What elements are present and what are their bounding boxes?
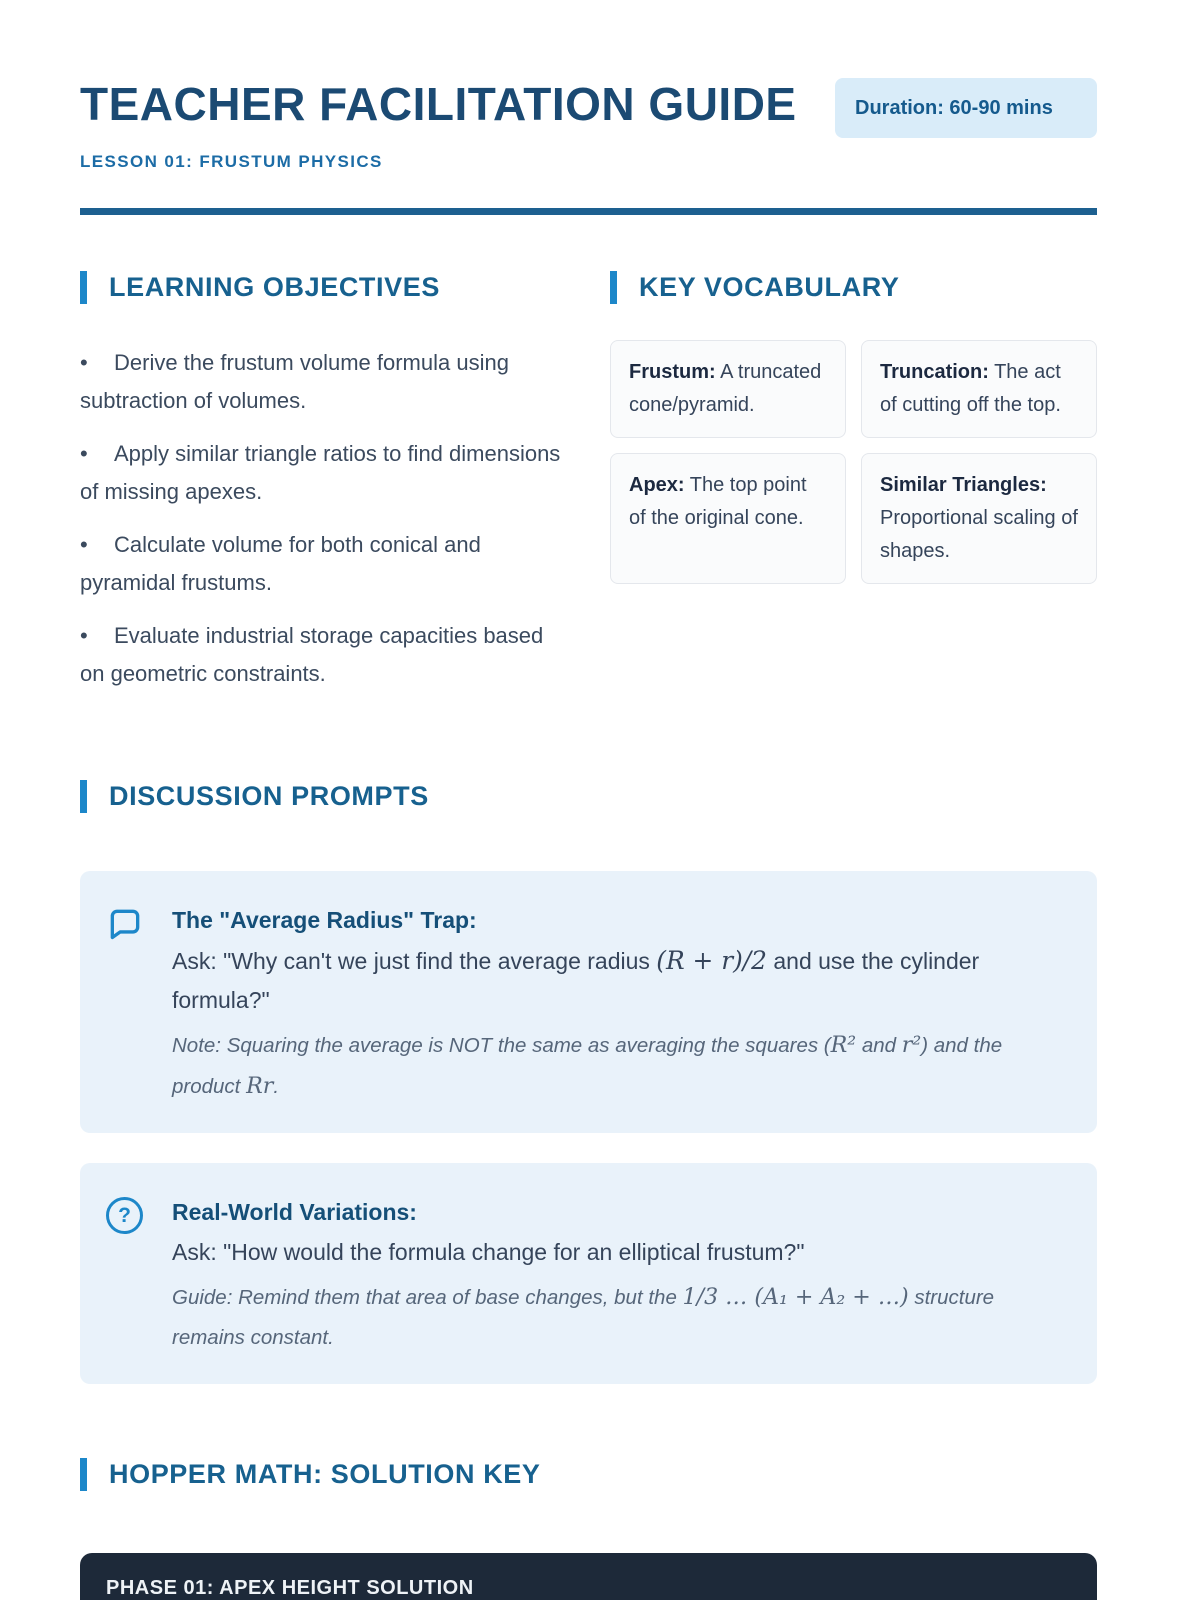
page-title: TEACHER FACILITATION GUIDE [80, 78, 797, 130]
heading-accent-bar [80, 1458, 87, 1491]
objective-text: Evaluate industrial storage capacities based on geometric constraints. [80, 623, 544, 686]
math-expression: 1/3 … (A₁ + A₂ + …) [682, 1284, 909, 1310]
vocab-card [610, 340, 846, 438]
prompt-callout-real-world [80, 1163, 1097, 1384]
vocab-definition: The top point of the original cone. [629, 474, 807, 529]
vocab-term: Similar Triangles: [880, 474, 1047, 496]
phase-title: PHASE 01: APEX HEIGHT SOLUTION [106, 1577, 474, 1599]
vocab-grid [610, 340, 1097, 584]
learning-objectives-column [80, 271, 565, 708]
bullet-icon: • [80, 532, 88, 557]
list-item [80, 435, 565, 511]
vocab-term: Apex: [629, 474, 685, 496]
vocab-card [861, 340, 1097, 438]
prompt-content [172, 1193, 1057, 1358]
math-expression: Rr [246, 1073, 274, 1099]
objectives-vocab-section [80, 271, 1097, 708]
prompt-note: Note: Squaring the average is NOT the same as averaging the squares (R² and r²) and the product Rr. [172, 1032, 1003, 1099]
icon-column [106, 1193, 148, 1358]
lesson-subtitle: LESSON 01: FRUSTUM PHYSICS [80, 152, 383, 171]
icon-column [106, 901, 148, 1107]
bullet-icon: • [80, 623, 88, 648]
objective-text: Derive the frustum volume formula using subtraction of volumes. [80, 350, 509, 413]
heading-accent-bar [80, 780, 87, 813]
vocab-definition: A truncated cone/pyramid. [629, 361, 822, 416]
objective-text: Apply similar triangle ratios to find dimensions of missing apexes. [80, 441, 561, 504]
prompt-guide: Guide: Remind them that area of base changes, but the 1/3 … (A₁ + A₂ + …) structure remains constant. [172, 1284, 995, 1349]
discussion-prompts-heading: DISCUSSION PROMPTS [80, 780, 1097, 813]
objective-text: Calculate volume for both conical and pyramidal frustums. [80, 532, 481, 595]
prompt-title: The "Average Radius" Trap: [172, 907, 477, 933]
vocab-definition: The act of cutting off the top. [880, 361, 1061, 416]
math-expression: r² [901, 1032, 922, 1058]
key-vocabulary-column [610, 271, 1097, 708]
math-expression: (R + r)/2 [656, 946, 767, 975]
learning-objectives-heading: LEARNING OBJECTIVES [80, 271, 565, 304]
prompt-callout-average-radius [80, 871, 1097, 1133]
vocab-card [861, 453, 1097, 584]
math-expression: R² [830, 1032, 857, 1058]
prompt-title: Real-World Variations: [172, 1199, 417, 1225]
solution-key-heading: HOPPER MATH: SOLUTION KEY [80, 1458, 1097, 1491]
prompt-body: Ask: "How would the formula change for an elliptical frustum?" [172, 1239, 805, 1265]
question-circle-icon: ? [106, 1197, 143, 1234]
phase-01-header-bar [80, 1553, 1097, 1600]
prompt-body: Ask: "Why can't we just find the average radius (R + r)/2 and use the cylinder formula?" [172, 946, 980, 1013]
list-item [80, 344, 565, 420]
vocab-term: Truncation: [880, 361, 989, 383]
bullet-icon: • [80, 350, 88, 375]
header [80, 78, 1097, 138]
header-divider [80, 208, 1097, 215]
speech-bubble-icon [106, 905, 144, 943]
list-item [80, 526, 565, 602]
vocab-definition: Proportional scaling of shapes. [880, 507, 1078, 562]
bullet-icon: • [80, 441, 88, 466]
duration-badge: Duration: 60-90 mins [835, 78, 1097, 138]
objective-list [80, 344, 565, 693]
prompt-content [172, 901, 1057, 1107]
heading-accent-bar [610, 271, 617, 304]
heading-accent-bar [80, 271, 87, 304]
list-item [80, 617, 565, 693]
vocab-term: Frustum: [629, 361, 716, 383]
key-vocabulary-heading: KEY VOCABULARY [610, 271, 1097, 304]
vocab-card [610, 453, 846, 584]
